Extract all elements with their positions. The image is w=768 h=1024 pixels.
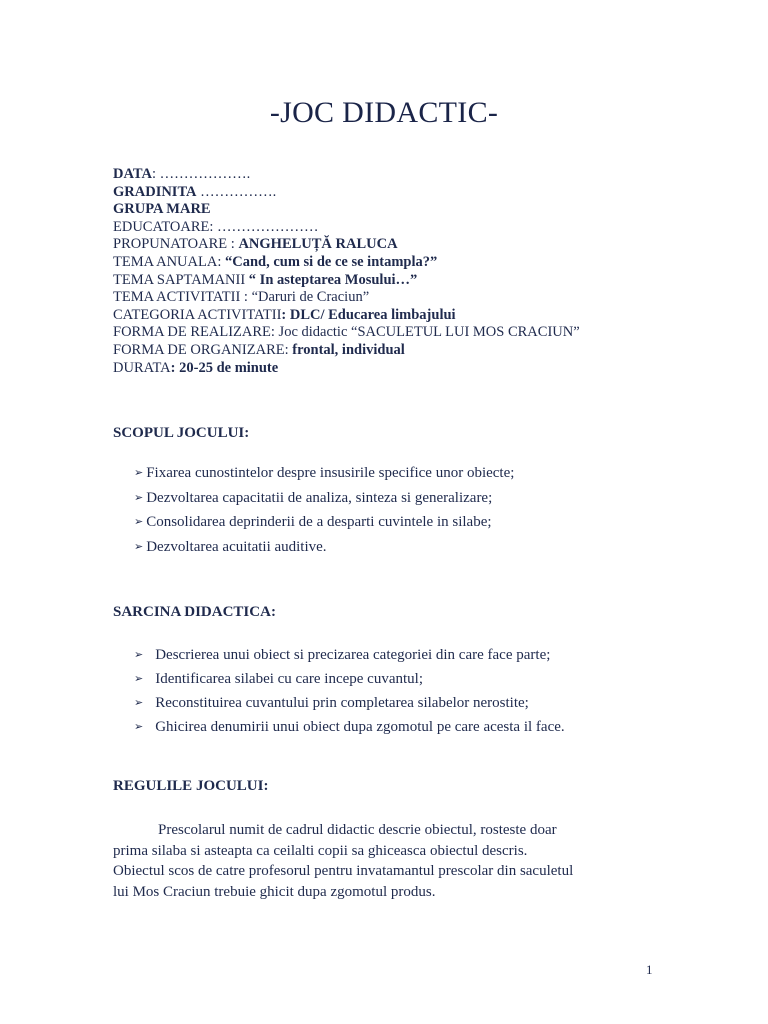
list-item: ➢ Consolidarea deprinderii de a desparti cuvintele in silabe; bbox=[134, 511, 514, 536]
arrow-bullet-icon: ➢ bbox=[134, 649, 144, 661]
meta-propunatoare-row bbox=[113, 236, 580, 254]
meta-label: TEMA ANUALA: bbox=[113, 253, 225, 270]
meta-label: GRADINITA bbox=[113, 183, 197, 200]
meta-value: : DLC/ Educarea limbajului bbox=[281, 306, 456, 323]
meta-label: TEMA SAPTAMANII bbox=[113, 271, 249, 288]
lesson-metadata bbox=[113, 166, 580, 377]
arrow-bullet-icon: ➢ bbox=[134, 721, 144, 733]
paragraph-line: Obiectul scos de catre profesorul pentru invatamantul prescolar din saculetul bbox=[113, 863, 574, 879]
meta-data-row bbox=[113, 166, 580, 184]
meta-categoria-row bbox=[113, 307, 580, 325]
arrow-bullet-icon: ➢ bbox=[134, 673, 144, 685]
page-number: 1 bbox=[646, 962, 653, 977]
meta-forma-realizare-row bbox=[113, 324, 580, 342]
meta-gradinita-row bbox=[113, 184, 580, 202]
list-item: ➢ Dezvoltarea capacitatii de analiza, sinteza si generalizare; bbox=[134, 487, 514, 512]
regulile-paragraph bbox=[113, 820, 658, 902]
scopul-heading: SCOPUL JOCULUI: bbox=[113, 425, 250, 441]
meta-value: “ In asteptarea Mosului…” bbox=[248, 271, 418, 288]
paragraph-line: Prescolarul numit de cadrul didactic descrie obiectul, rosteste doar bbox=[158, 822, 557, 838]
sarcina-heading: SARCINA DIDACTICA: bbox=[113, 604, 276, 620]
meta-label: CATEGORIA ACTIVITATII bbox=[113, 306, 282, 323]
list-item: ➢ Descrierea unui obiect si precizarea categoriei din care face parte; bbox=[134, 644, 565, 668]
meta-tema-activitatii-row bbox=[113, 289, 580, 307]
list-item: ➢ Dezvoltarea acuitatii auditive. bbox=[134, 536, 514, 561]
meta-label: DATA bbox=[113, 166, 152, 182]
meta-label: EDUCATOARE bbox=[113, 218, 210, 235]
arrow-bullet-icon: ➢ bbox=[134, 491, 144, 504]
meta-tema-saptamanii-row bbox=[113, 272, 580, 290]
list-item: ➢ Identificarea silabei cu care incepe cuvantul; bbox=[134, 668, 565, 692]
meta-label: DURATA bbox=[113, 359, 171, 376]
meta-durata-row bbox=[113, 360, 580, 378]
meta-value: : ………………. bbox=[151, 166, 251, 182]
meta-value: “Cand, cum si de ce se intampla?” bbox=[224, 253, 438, 270]
meta-value: ANGHELUȚĂ RALUCA bbox=[238, 236, 398, 253]
paragraph-line: lui Mos Craciun trebuie ghicit dupa zgomotul produs. bbox=[113, 883, 436, 900]
paragraph-line: prima silaba si asteapta ca ceilalti copii sa ghiceasca obiectul descris. bbox=[113, 842, 528, 859]
scopul-list bbox=[134, 462, 514, 560]
sarcina-list bbox=[134, 644, 565, 740]
arrow-bullet-icon: ➢ bbox=[134, 467, 144, 479]
meta-tema-anuala-row bbox=[113, 254, 580, 272]
meta-label: FORMA DE REALIZARE: bbox=[113, 324, 279, 341]
meta-label: FORMA DE ORGANIZARE: bbox=[113, 341, 293, 358]
arrow-bullet-icon: ➢ bbox=[134, 516, 144, 528]
meta-value: frontal, individual bbox=[292, 341, 405, 358]
document-title: -JOC DIDACTIC- bbox=[269, 96, 499, 129]
meta-label: PROPUNATOARE : bbox=[113, 236, 239, 253]
regulile-heading: REGULILE JOCULUI: bbox=[113, 778, 269, 794]
meta-value: Joc didactic “SACULETUL LUI MOS CRACIUN” bbox=[278, 324, 580, 341]
meta-value: : ………………… bbox=[209, 218, 319, 235]
list-item: ➢ Reconstituirea cuvantului prin completarea silabelor nerostite; bbox=[134, 692, 565, 716]
arrow-bullet-icon: ➢ bbox=[134, 540, 144, 553]
meta-educatoare-row bbox=[113, 219, 580, 237]
meta-value: “Daruri de Craciun” bbox=[251, 289, 370, 306]
list-item: ➢ Ghicirea denumirii unui obiect dupa zgomotul pe care acesta il face. bbox=[134, 716, 565, 740]
meta-value: : 20-25 de minute bbox=[170, 359, 279, 376]
meta-value: ……………. bbox=[196, 183, 277, 200]
arrow-bullet-icon: ➢ bbox=[134, 697, 144, 709]
meta-grupa-row: GRUPA MARE bbox=[113, 201, 211, 218]
meta-forma-organizare-row bbox=[113, 342, 580, 360]
list-item: ➢ Fixarea cunostintelor despre insusirile specifice unor obiecte; bbox=[134, 462, 514, 487]
meta-label: TEMA ACTIVITATII : bbox=[113, 289, 252, 306]
